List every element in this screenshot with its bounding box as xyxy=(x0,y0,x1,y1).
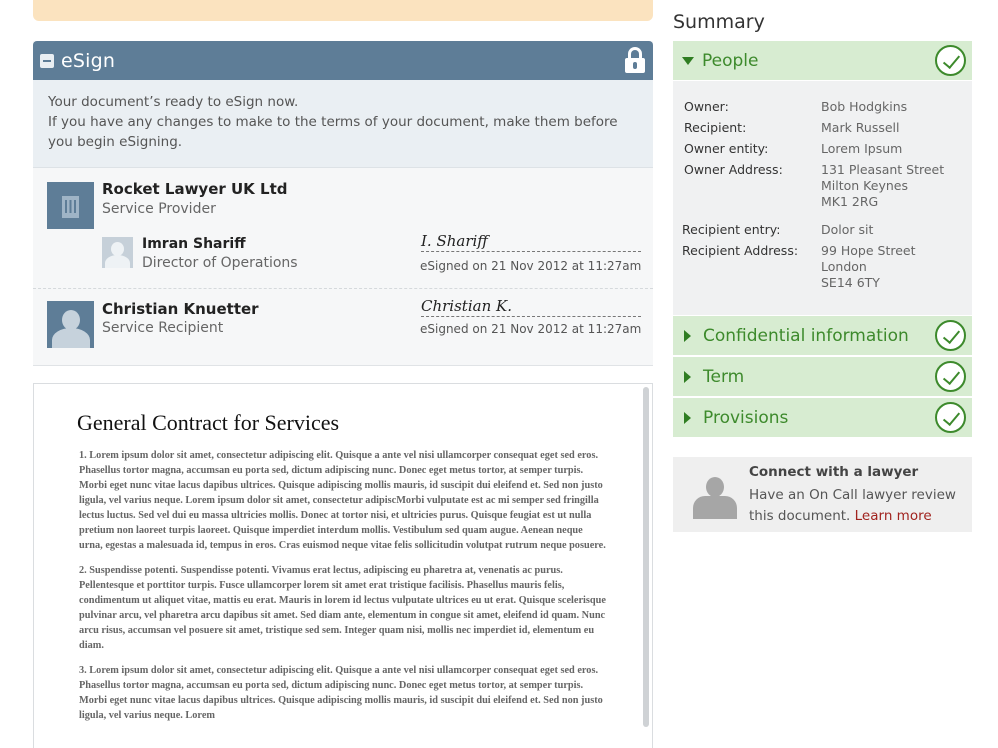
recipient-entry-label: Recipient entry: xyxy=(682,222,781,237)
owner-entity-label: Owner entity: xyxy=(684,141,769,156)
document-scrollbar[interactable] xyxy=(643,387,649,727)
accordion-people[interactable] xyxy=(673,41,972,80)
accordion-term[interactable] xyxy=(673,357,972,396)
caret-right-icon xyxy=(684,330,691,342)
recipient-address-value: 99 Hope Street London SE14 6TY xyxy=(821,243,916,290)
recipient-entry-value: Dolor sit xyxy=(821,222,874,237)
learn-more-link[interactable]: Learn more xyxy=(854,508,932,524)
accordion-term-label: Term xyxy=(703,366,745,387)
collapse-icon[interactable] xyxy=(40,54,54,68)
checkmark-icon xyxy=(935,45,966,76)
esign-panel xyxy=(33,41,653,366)
recipient-name: Christian Knuetter xyxy=(102,300,259,318)
owner-label: Owner: xyxy=(684,99,729,114)
recipient-signed-on: eSigned on 21 Nov 2012 at 11:27am xyxy=(420,322,642,336)
company-building-icon xyxy=(47,182,94,229)
document-paragraph: 1. Lorem ipsum dolor sit amet, consectetur adipiscing elit. Quisque a ante vel nisi ullamcorper consequat eget sed eros. Phasellus tortor magna, accumsan eu porta sed, dictum adipiscing nunc. Donec eget metus tortor, at semper turpis. Morbi eget nunc vitae lacus dapibus ultrices. Quisque adipiscing mollis mauris, id suscipit dui eleifend et. Sed non justo ligula, vel varius neque. Lorem ipsum dolor sit amet, consectetur adipiscMorbi vulputate est ac mi semper sed fringilla lectus luctus. Sed vel dui eu massa ultricies mollis. Donec at tortor nisi, et ultricies purus. Quisque feugiat est ut nulla pretium non laoreet turpis laoreet. Quisque imperdiet interdum mollis. Vestibulum sed quam augue. Aenean neque urna, egestas a malesuada id, tempus in eros. Cras euismod neque vitae felis sollicitudin volutpat rutrum neque posuere. xyxy=(79,450,606,551)
accordion-people-label: People xyxy=(702,50,759,71)
caret-right-icon xyxy=(684,371,691,383)
provider-company-name: Rocket Lawyer UK Ltd xyxy=(102,180,288,198)
document-body xyxy=(79,448,609,733)
esign-message xyxy=(33,80,653,168)
recipient-value: Mark Russell xyxy=(821,120,900,135)
provider-signed-on: eSigned on 21 Nov 2012 at 11:27am xyxy=(420,259,642,273)
document-preview[interactable] xyxy=(33,383,653,748)
lock-icon xyxy=(625,47,645,73)
lawyer-text xyxy=(749,485,969,527)
owner-address-label: Owner Address: xyxy=(684,162,783,177)
document-paragraph: 2. Suspendisse potenti. Suspendisse potenti. Vivamus erat lectus, adipiscing eu pharetra at, venenatis ac purus. Pellentesque et porttitor turpis. Fusce ullamcorper lorem sit amet erat tristique facilisis. Phasellus mauris felis, condimentum ut aliquet vitae, mattis eu erat. Mauris in lorem id lectus vulputate ultrices eu ut erat. Quisque scelerisque pulvinar arcu, vel pharetra arcu dapibus sit amet. Sed diam ante, elementum in congue sit amet, eleifend id quam. Nunc arcu risus, accumsan vel posuere sit amet, tristique sed sem. Integer quam nisi, mollis nec imperdiet id, elementum eu diam. xyxy=(79,565,606,651)
document-paragraph: 3. Lorem ipsum dolor sit amet, consectetur adipiscing elit. Quisque a ante vel nisi ullamcorper consequat eget sed eros. Phasellus tortor magna, accumsan eu porta sed, dictum adipiscing nunc. Donec eget metus tortor, at semper turpis. Morbi eget nunc vitae lacus dapibus ultrices. Quisque adipiscing mollis mauris, id suscipit dui eleifend et. Sed non justo ligula, vel varius neque. Lorem xyxy=(79,665,603,721)
caret-right-icon xyxy=(684,412,691,424)
signer-avatar xyxy=(102,237,133,268)
esign-ready-text: Your document’s ready to eSign now. xyxy=(48,94,299,110)
accordion-provisions-label: Provisions xyxy=(703,407,789,428)
owner-address-value: 131 Pleasant Street Milton Keynes MK1 2RG xyxy=(821,162,945,209)
recipient-avatar xyxy=(47,301,94,348)
lawyer-title: Connect with a lawyer xyxy=(749,464,919,480)
provider-signature: I. Shariff xyxy=(421,232,641,252)
signer-name: Imran Shariff xyxy=(142,236,246,252)
recipient-label: Recipient: xyxy=(684,120,747,135)
owner-value: Bob Hodgkins xyxy=(821,99,908,114)
lawyer-description: Have an On Call lawyer review this document. xyxy=(749,487,956,524)
summary-title: Summary xyxy=(673,11,765,33)
esign-header xyxy=(33,41,653,80)
provider-role: Service Provider xyxy=(102,201,216,217)
recipient-role: Service Recipient xyxy=(102,320,224,336)
provider-party xyxy=(33,168,653,289)
esign-title: eSign xyxy=(61,49,116,72)
checkmark-icon xyxy=(935,402,966,433)
caret-down-icon xyxy=(682,57,694,65)
checkmark-icon xyxy=(935,320,966,351)
lawyer-promo xyxy=(673,457,972,532)
recipient-party xyxy=(33,289,653,365)
signer-title: Director of Operations xyxy=(142,255,298,271)
notice-bar xyxy=(33,0,653,21)
lawyer-icon xyxy=(693,477,737,519)
owner-entity-value: Lorem Ipsum xyxy=(821,141,903,156)
recipient-signature: Christian K. xyxy=(421,297,641,317)
people-details xyxy=(673,81,972,315)
document-title: General Contract for Services xyxy=(77,410,340,435)
accordion-provisions[interactable] xyxy=(673,398,972,437)
accordion-confidential[interactable] xyxy=(673,316,972,355)
esign-changes-text: If you have any changes to make to the terms of your document, make them before you begin eSigning. xyxy=(48,114,618,150)
recipient-address-label: Recipient Address: xyxy=(682,243,799,258)
checkmark-icon xyxy=(935,361,966,392)
accordion-confidential-label: Confidential information xyxy=(703,325,909,346)
